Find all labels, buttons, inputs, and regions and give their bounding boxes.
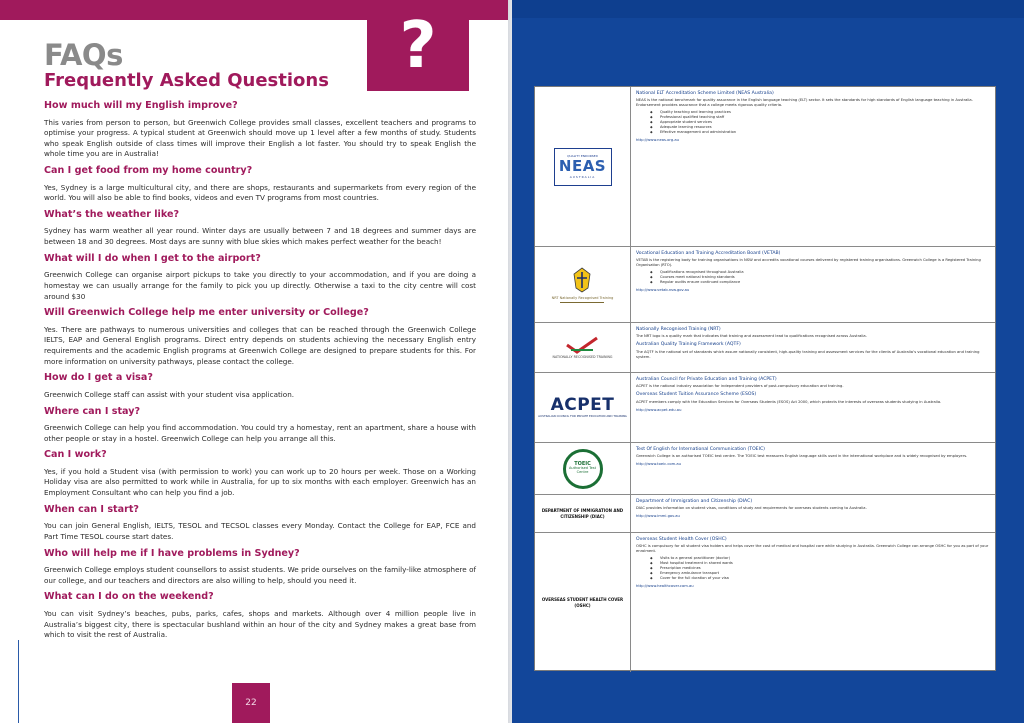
accreditation-text bbox=[631, 443, 995, 494]
section-link[interactable]: http://www.neas.org.au bbox=[636, 137, 679, 142]
bullet-item: ◆ Professional qualified teaching staff bbox=[660, 115, 990, 120]
accreditation-row bbox=[535, 247, 995, 323]
section-title: Overseas Student Health Cover (OSHC) bbox=[636, 537, 727, 542]
faq-item bbox=[44, 548, 476, 587]
faq-question: Where can I stay? bbox=[44, 405, 141, 417]
bullet-item: ◆ Visits to a general practitioner (doctor) bbox=[660, 556, 990, 561]
accreditation-text bbox=[631, 247, 995, 322]
bullet-item: ◆ Cover for the full duration of your visa bbox=[660, 576, 990, 581]
section-body: DIAC provides information on student visas, conditions of study and requirements for overseas students coming to Australia. bbox=[636, 506, 867, 511]
question-mark-icon: ? bbox=[399, 8, 437, 83]
logo-cell bbox=[535, 87, 631, 246]
toeic-logo-text: TOEIC bbox=[574, 460, 591, 467]
nrt-tick-icon bbox=[565, 336, 599, 354]
faq-answer: Yes. There are pathways to numerous universities and colleges that can be reached through the Greenwich College IELTS, EAP and General English programs. Direct entry depends on students achieving the necessary English entry requirements and the academic English programs at Greenwich College are designed to prepare students for this. For more information on university pathways, please contact the college. bbox=[44, 324, 476, 366]
nrt-logo bbox=[552, 266, 614, 302]
section-link[interactable]: http://www.toeic.com.au bbox=[636, 462, 682, 467]
faq-answer: Greenwich College can help you find accommodation. You could try a homestay, rent an apartment, share a house with other people or stay in a hostel. Greenwich College can help you arrange all this. bbox=[44, 423, 476, 443]
nrt-tag-text: NATIONALLY RECOGNISED TRAINING bbox=[552, 354, 613, 359]
bullet-item: ◆ Effective management and administration bbox=[660, 130, 990, 135]
bullet-item: ◆ Appropriate student services bbox=[660, 120, 990, 125]
faq-answer: Greenwich College can organise airport pickups to take you directly to your accommodation, and if you are doing a homestay we can usually arrange for the family to pick you up directly. Otherwise a taxi to the city centre will cost around $30 bbox=[44, 270, 476, 301]
acpet-logo-subtext: AUSTRALIAN COUNCIL FOR PRIVATE EDUCATION AND TRAINING bbox=[538, 413, 627, 418]
section-title: Test Of English for International Communication (TOEIC) bbox=[636, 447, 765, 452]
faq-item bbox=[44, 165, 476, 204]
logo-label: DEPARTMENT OF IMMIGRATION AND CITIZENSHIP (DIAC) bbox=[541, 508, 624, 519]
accreditation-text bbox=[631, 87, 995, 246]
faq-page bbox=[0, 0, 508, 723]
faq-answer: Yes, Sydney is a large multicultural city, and there are shops, restaurants and supermarkets from every region of the world. You will also be able to find books, videos and even TV programs from most countries. bbox=[44, 182, 476, 203]
section-body: ACPET is the national industry association for independent providers of post-compulsory education and training. bbox=[636, 384, 844, 389]
section-title: Vocational Education and Training Accreditation Board (VETAB) bbox=[636, 251, 781, 256]
bullet-item: ◆ Regular audits ensure continued compliance bbox=[660, 280, 990, 285]
crest-icon bbox=[570, 266, 594, 294]
page-subtitle: Frequently Asked Questions bbox=[44, 70, 329, 91]
faq-item bbox=[44, 100, 476, 160]
faq-item bbox=[44, 591, 476, 640]
faq-item bbox=[44, 406, 476, 445]
section-sub-body: ACPET members comply with the Education Services for Overseas Students (ESOS) Act 2000, which protects the interests of overseas students studying in Australia. bbox=[636, 399, 942, 404]
section-title: Nationally Recognised Training (NRT) bbox=[636, 327, 721, 332]
neas-logo-main-text: NEAS bbox=[558, 157, 607, 175]
toeic-logo bbox=[563, 449, 603, 489]
nrt-logo-text: NRT Nationally Recognised Training bbox=[551, 296, 614, 301]
faq-item bbox=[44, 449, 476, 498]
section-body: VETAB is the registering body for training organisations in NSW and accredits vocational courses delivered by registered training organisations. Greenwich College is a Registered Training Organisation (RTO). bbox=[636, 258, 981, 268]
faq-answer: Greenwich College employs student counsellors to assist students. We pride ourselves on the family-like atmosphere of our college, and our teachers and directors are also willing to help, should you need it. bbox=[44, 565, 476, 585]
faq-answer: This varies from person to person, but Greenwich College provides small classes, excellent teachers and programs to optimise your progress. A typical student at Greenwich should move up 1 level after a few months of study. Students who speak English outside of class times will improve their English a lot faster. You should try to speak English the whole time you are in Australia! bbox=[44, 117, 476, 159]
accreditation-text bbox=[631, 533, 995, 672]
bullet-list bbox=[660, 270, 990, 285]
accreditation-row bbox=[535, 495, 995, 533]
bullet-item: ◆ Adequate learning resources bbox=[660, 125, 990, 130]
accreditation-row bbox=[535, 323, 995, 373]
accreditation-text bbox=[631, 373, 995, 442]
toeic-logo-subtext: Authorised Test Centre bbox=[569, 466, 596, 475]
page-edge-line bbox=[18, 640, 19, 723]
section-link[interactable]: http://www.immi.gov.au bbox=[636, 514, 680, 519]
logo-cell bbox=[535, 373, 631, 442]
section-body: Greenwich College is an authorised TOEIC test centre. The TOEIC test measures English language skills used in the international workplace and is widely recognised by employers. bbox=[636, 454, 968, 459]
nrt-tag-logo bbox=[553, 336, 613, 360]
bullet-list bbox=[660, 556, 990, 580]
bullet-list bbox=[660, 110, 990, 134]
faq-answer: Greenwich College staff can assist with your student visa application. bbox=[44, 389, 295, 399]
page-title: FAQs bbox=[44, 38, 123, 72]
accreditation-table bbox=[534, 86, 996, 671]
accreditation-text bbox=[631, 323, 995, 372]
bullet-item: ◆ Qualifications recognised throughout Australia bbox=[660, 270, 990, 275]
accreditation-text bbox=[631, 495, 995, 532]
bullet-item: ◆ Most hospital treatment in shared wards bbox=[660, 561, 990, 566]
faq-question: Can I get food from my home country? bbox=[44, 165, 253, 177]
section-subtitle: Australian Quality Training Framework (AQTF) bbox=[636, 342, 741, 348]
logo-label: OVERSEAS STUDENT HEALTH COVER (OSHC) bbox=[541, 597, 624, 608]
section-sub-body: The AQTF is the national set of standards which assure nationally consistent, high-quality training and assessment services for the clients of Australia’s vocational education and training system. bbox=[636, 349, 980, 359]
faq-question: How do I get a visa? bbox=[44, 372, 153, 384]
logo-cell bbox=[535, 443, 631, 494]
faq-question: What can I do on the weekend? bbox=[44, 591, 214, 603]
accreditation-row bbox=[535, 443, 995, 495]
faq-item bbox=[44, 307, 476, 367]
accreditation-row bbox=[535, 87, 995, 247]
page-number: 22 bbox=[245, 698, 257, 708]
accreditation-row bbox=[535, 373, 995, 443]
bullet-item: ◆ Courses meet national training standards bbox=[660, 275, 990, 280]
section-link[interactable]: http://www.healthcover.com.au bbox=[636, 583, 694, 588]
faq-answer: You can join General English, IELTS, TESOL and TECSOL classes every Monday. Contact the College for EAP, FCE and Part Time TESOL course start dates. bbox=[44, 521, 476, 541]
faq-answer: Yes, if you hold a Student visa (with permission to work) you can work up to 20 hours per week. Those on a Working Holiday visa are also permitted to work while in Australia, for up to six months with each employer. Greenwich has an Employment Consultant who can help you find a job. bbox=[44, 466, 476, 498]
logo-cell bbox=[535, 533, 631, 672]
faq-question: What will I do when I get to the airport? bbox=[44, 252, 261, 264]
faq-list bbox=[44, 100, 476, 646]
section-link[interactable]: http://www.vetab.nsw.gov.au bbox=[636, 287, 690, 292]
neas-logo-top-text: QUALITY ENDORSED bbox=[567, 154, 598, 158]
faq-question: Will Greenwich College help me enter university or College? bbox=[44, 307, 369, 319]
faq-item bbox=[44, 504, 476, 543]
faq-item bbox=[44, 209, 476, 248]
question-mark-block bbox=[367, 0, 469, 91]
acpet-logo-text: ACPET bbox=[550, 394, 615, 415]
logo-cell bbox=[535, 495, 631, 532]
section-title: Australian Council for Private Education and Training (ACPET) bbox=[636, 377, 777, 382]
section-subtitle: Overseas Student Tuition Assurance Scheme (ESOS) bbox=[636, 392, 757, 398]
logo-cell bbox=[535, 323, 631, 372]
faq-question: When can I start? bbox=[44, 503, 139, 515]
faq-answer: Sydney has warm weather all year round. Winter days are usually between 7 and 18 degrees and summer days are between 18 and 30 degrees. Most days are sunny with blue skies which makes perfect weather for the beach! bbox=[44, 226, 476, 247]
neas-logo-bottom-text: AUSTRALIA bbox=[569, 175, 596, 179]
faq-item bbox=[44, 372, 476, 400]
section-body: OSHC is compulsory for all student visa holders and helps cover the cost of medical and hospital care while studying in Australia. Greenwich College can arrange OSHC for you as part of your enrolment. bbox=[636, 544, 989, 554]
bullet-item: ◆ Emergency ambulance transport bbox=[660, 571, 990, 576]
faq-question: Who will help me if I have problems in Sydney? bbox=[44, 547, 300, 559]
bullet-item: ◆ Quality teaching and learning practices bbox=[660, 110, 990, 115]
faq-answer: You can visit Sydney’s beaches, pubs, parks, cafes, shops and markets. Although over 4 million people live in Australia’s biggest city, there is spectacular bushland within an hour of the city and Sydney makes a great base from which to visit the rest of Australia. bbox=[44, 608, 476, 640]
top-stripe bbox=[512, 0, 1024, 18]
faq-question: Can I work? bbox=[44, 449, 107, 461]
faq-question: What’s the weather like? bbox=[44, 208, 180, 220]
section-title: Department of Immigration and Citizenship (DIAC) bbox=[636, 499, 753, 504]
page-number-box bbox=[232, 683, 270, 723]
neas-logo bbox=[554, 148, 612, 186]
acpet-logo bbox=[538, 394, 627, 418]
bullet-item: ◆ Prescription medicines bbox=[660, 566, 990, 571]
faq-item bbox=[44, 253, 476, 302]
accreditation-row bbox=[535, 533, 995, 672]
section-body: NEAS is the national benchmark for quality assurance in the English language teaching (ELT) sector. It sets the standards for high standards of English language teaching in Australia. Endorsement provides assurance that a college meets rigorous quality criteria. bbox=[636, 98, 973, 108]
logo-cell bbox=[535, 247, 631, 322]
section-title: National ELT Accreditation Scheme Limited (NEAS Australia) bbox=[636, 91, 774, 96]
faq-question: How much will my English improve? bbox=[44, 100, 238, 111]
section-body: The NRT logo is a quality mark that indicates that training and assessment lead to qualifications recognised across Australia. bbox=[636, 334, 867, 339]
nrt-logo-underline bbox=[560, 302, 604, 303]
accreditation-page bbox=[512, 0, 1024, 723]
section-link[interactable]: http://www.acpet.edu.au bbox=[636, 407, 682, 412]
